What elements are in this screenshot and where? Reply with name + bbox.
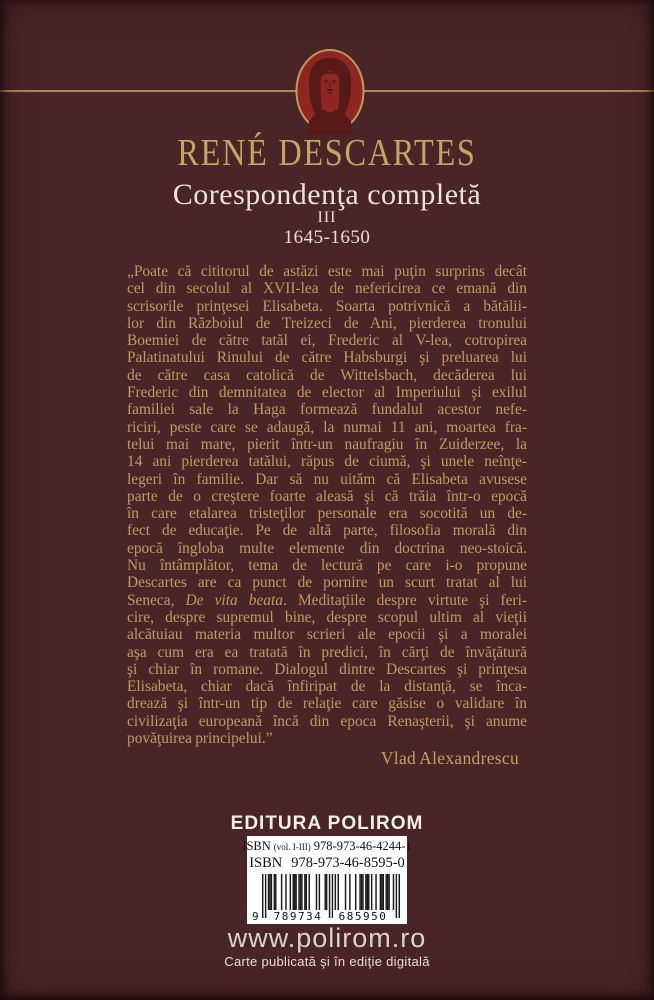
isbn-value: 978-973-46-8595-0 [291, 855, 405, 871]
quote-line: povăţuirea principelui.” [127, 730, 273, 748]
quote-line: telui mai mare, pierit într-un naufragiu în Zuiderzee, la [127, 435, 527, 453]
publisher-website: www.polirom.ro [227, 923, 427, 953]
ean13-barcode [252, 874, 402, 924]
digital-edition-note: Carte publicată şi în ediţie digitală [224, 954, 430, 969]
quote-line: Frederic din demnitatea de elector al Imperiului şi exilul [127, 384, 527, 402]
quote-line: Boemiei de către tatăl ei, Frederic al V-lea, cotropirea [127, 332, 527, 350]
book-title: Corespondenţa completă [172, 178, 482, 211]
isbn-set-volumes: (vol. I-III) [273, 842, 311, 852]
isbn-set-line [242, 839, 411, 854]
quote-line: şi chiar în romane. Dialogul dintre Descartes şi prinţesa [127, 660, 527, 678]
quote-line: familiei sale la Haga formează fundalul acestor nefe- [127, 401, 527, 419]
quote-line: Seneca, De vita beata. Meditaţiile despre virtute şi feri- [127, 591, 527, 609]
quote-line: legeri în familie. Dar să nu uităm că Elisabeta avusese [127, 470, 527, 488]
quote-line: aşa cum era ea tratată în predici, în cărţi de învăţătură [127, 643, 527, 661]
quote-line: 14 ani pierderea tatălui, răpus de ciumă, şi unele neînţe- [127, 453, 527, 471]
quote-line: parte de o creştere foarte aleasă şi că trăia într-o epocă [127, 487, 527, 505]
blurb-attribution: Vlad Alexandrescu [380, 748, 519, 769]
quote-lines [127, 263, 527, 747]
volume-number: III [317, 209, 337, 226]
quote-line: în care etalarea tristeţilor personale era socotită un de- [127, 505, 527, 523]
quote-line: alcătuiau materia multor scrieri ale epocii şi a moralei [127, 626, 527, 644]
quote-line: lor din Războiul de Treizeci de Ani, pierderea tronului [127, 314, 527, 332]
barcode-lead-digit: 9 [252, 910, 261, 923]
quote-line: cel din secolul al XVII-lea de nefericirea ce emană din [127, 280, 527, 298]
isbn-line [249, 855, 405, 872]
quote-line: epocă îngloba multe elemente din doctrina neo-stoică. [127, 539, 527, 557]
descartes-portrait-medallion-icon [291, 47, 369, 135]
author-name: RENÉ DESCARTES [177, 132, 477, 174]
isbn-set-value: 978-973-46-4244-1 [313, 839, 412, 853]
quote-line: Elisabeta, chiar dacă înfiripat de la distanţă, se înca- [127, 678, 527, 696]
quote-line: Descartes are ca punct de pornire un scurt tratat al lui [127, 574, 527, 592]
publisher-name: EDITURA POLIROM [230, 813, 424, 834]
quote-line: drează şi într-un tip de relaţie care găsise o validare în [127, 695, 527, 713]
quote-line: cire, despre supremul bine, despre scopul ultim al vieţii [127, 608, 527, 626]
back-cover-blurb [127, 263, 527, 768]
isbn-barcode-box [242, 836, 412, 924]
quote-line: scrisorile prinţesei Elisabeta. Soarta potrivnică a bătălii- [127, 297, 527, 315]
quote-line: de către casa catolică de Wittelsbach, decăderea lui [127, 366, 527, 384]
barcode-right-digits: 685950 [333, 910, 393, 923]
barcode-left-digits: 789734 [268, 910, 328, 923]
years-range: 1645-1650 [283, 227, 371, 248]
quote-line: civilizaţia europeană încă din epoca Renaşterii, şi anume [127, 712, 527, 730]
quote-line: „Poate că cititorul de astăzi este mai puţin surprins decât [127, 263, 527, 280]
quote-line: fect de educaţie. Pe de altă parte, filosofia morală din [127, 522, 527, 540]
isbn-label: ISBN [249, 855, 283, 871]
quote-line: Nu întâmplător, tema de lectură pe care i-o propune [127, 557, 527, 575]
quote-line: Palatinatului Rinului de către Habsburgi şi preluarea lui [127, 349, 527, 367]
quote-line: riciri, peste care se adaugă, la numai 11 ani, moartea fra- [127, 418, 527, 436]
isbn-set-label: ISBN [242, 839, 271, 853]
